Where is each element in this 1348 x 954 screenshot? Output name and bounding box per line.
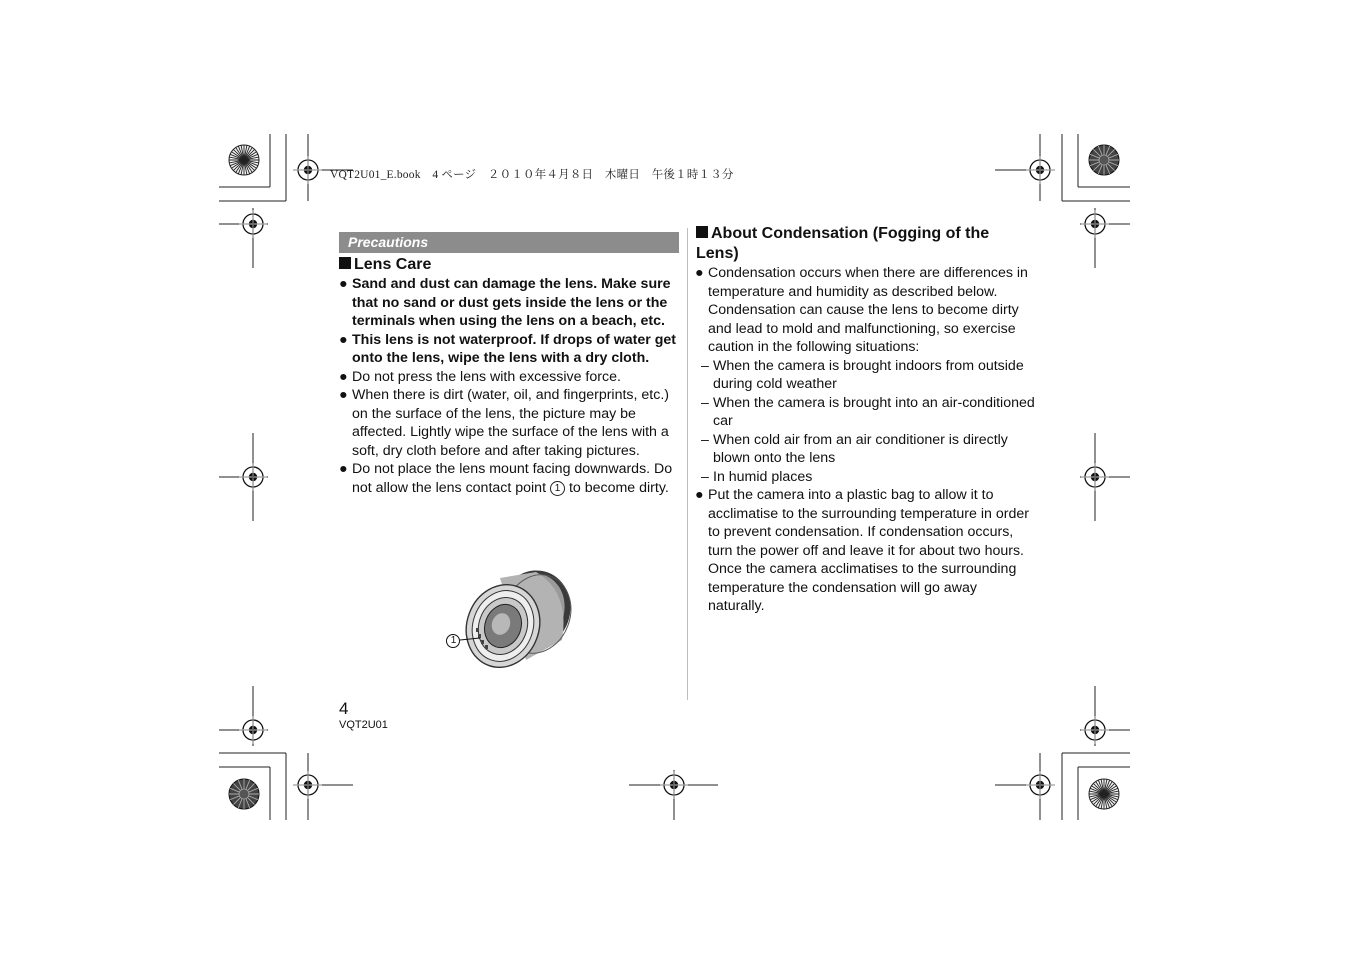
- situation-text: When the camera is brought into an air-conditioned car: [713, 394, 1035, 429]
- list-item: [339, 368, 681, 387]
- bullet-icon: ●: [695, 265, 704, 281]
- bullet-icon: ●: [339, 387, 348, 403]
- list-item-text-after: to become dirty.: [568, 479, 669, 496]
- list-item-text: Sand and dust can damage the lens. Make sure that no sand or dust gets inside the lens or the terminals when using the lens on a beach, etc.: [352, 276, 671, 329]
- lens-care-heading: [339, 255, 431, 275]
- list-item-text: When there is dirt (water, oil, and fingerprints, etc.) on the surface of the lens, the picture may be affected. Lightly wipe the surface of the lens with a soft, dry cloth before and after taking pictures.: [352, 387, 669, 459]
- column-divider: [687, 228, 688, 700]
- situation-text: In humid places: [713, 468, 813, 485]
- situation-item: – When the camera is brought indoors from outside during cold weather: [701, 357, 1024, 392]
- illustration-callout-label: 1: [450, 635, 457, 646]
- page-number: 4: [339, 699, 349, 718]
- situation-item: – When cold air from an air conditioner is directly blown onto the lens: [701, 431, 1008, 466]
- list-item: [339, 331, 681, 368]
- list-item: [695, 264, 1035, 357]
- list-item: [339, 460, 681, 497]
- contact-point-marker: 1: [550, 481, 565, 496]
- situation-item: – When the camera is brought into an air-conditioned car: [701, 394, 1035, 429]
- document-code: VQT2U01: [339, 719, 388, 731]
- situation-item: – In humid places: [701, 468, 813, 485]
- list-item-text: This lens is not waterproof. If drops of water get onto the lens, wipe the lens with a dry cloth.: [352, 331, 676, 366]
- list-item-text: Put the camera into a plastic bag to allow it to acclimatise to the surrounding temperature in order to prevent condensation. If condensation occurs, turn the power off and leave it for about two hours. Once the camera acclimatises to the surrounding temperature the condensation will go away naturally.: [708, 487, 1029, 614]
- bullet-icon: ●: [339, 331, 348, 348]
- condensation-title: About Condensation (Fogging of the Lens): [696, 225, 990, 262]
- list-item: [695, 486, 1035, 616]
- lens-care-list: [339, 275, 681, 497]
- square-bullet-icon: [339, 257, 351, 269]
- situation-text: When cold air from an air conditioner is directly blown onto the lens: [713, 431, 1008, 466]
- list-item: [339, 275, 681, 331]
- list-item-text: Do not press the lens with excessive force.: [352, 368, 621, 385]
- list-item-text-before: Do not place the lens mount facing downwards. Do not allow the lens contact point: [352, 461, 673, 496]
- condensation-list: [695, 264, 1035, 616]
- list-item-text: Condensation occurs when there are differences in temperature and humidity as described below. Condensation can cause the lens to become dirty and lead to mold and malfunctioning, so exercise caution in the following situations:: [708, 265, 1028, 355]
- book-header: VQT2U01_E.book 4 ページ ２０１０年４月８日 木曜日 午後１時１３分: [330, 169, 734, 181]
- bullet-icon: ●: [339, 276, 348, 292]
- square-bullet-icon: [696, 226, 708, 238]
- bullet-icon: ●: [339, 368, 348, 385]
- bullet-icon: ●: [339, 461, 348, 477]
- condensation-heading: [696, 224, 1026, 264]
- situation-text: When the camera is brought indoors from outside during cold weather: [713, 357, 1024, 392]
- lens-illustration: [440, 562, 580, 680]
- bullet-icon: ●: [695, 487, 704, 503]
- list-item: [339, 386, 681, 460]
- lens-care-title: Lens Care: [354, 256, 432, 273]
- section-bar: Precautions: [339, 232, 679, 253]
